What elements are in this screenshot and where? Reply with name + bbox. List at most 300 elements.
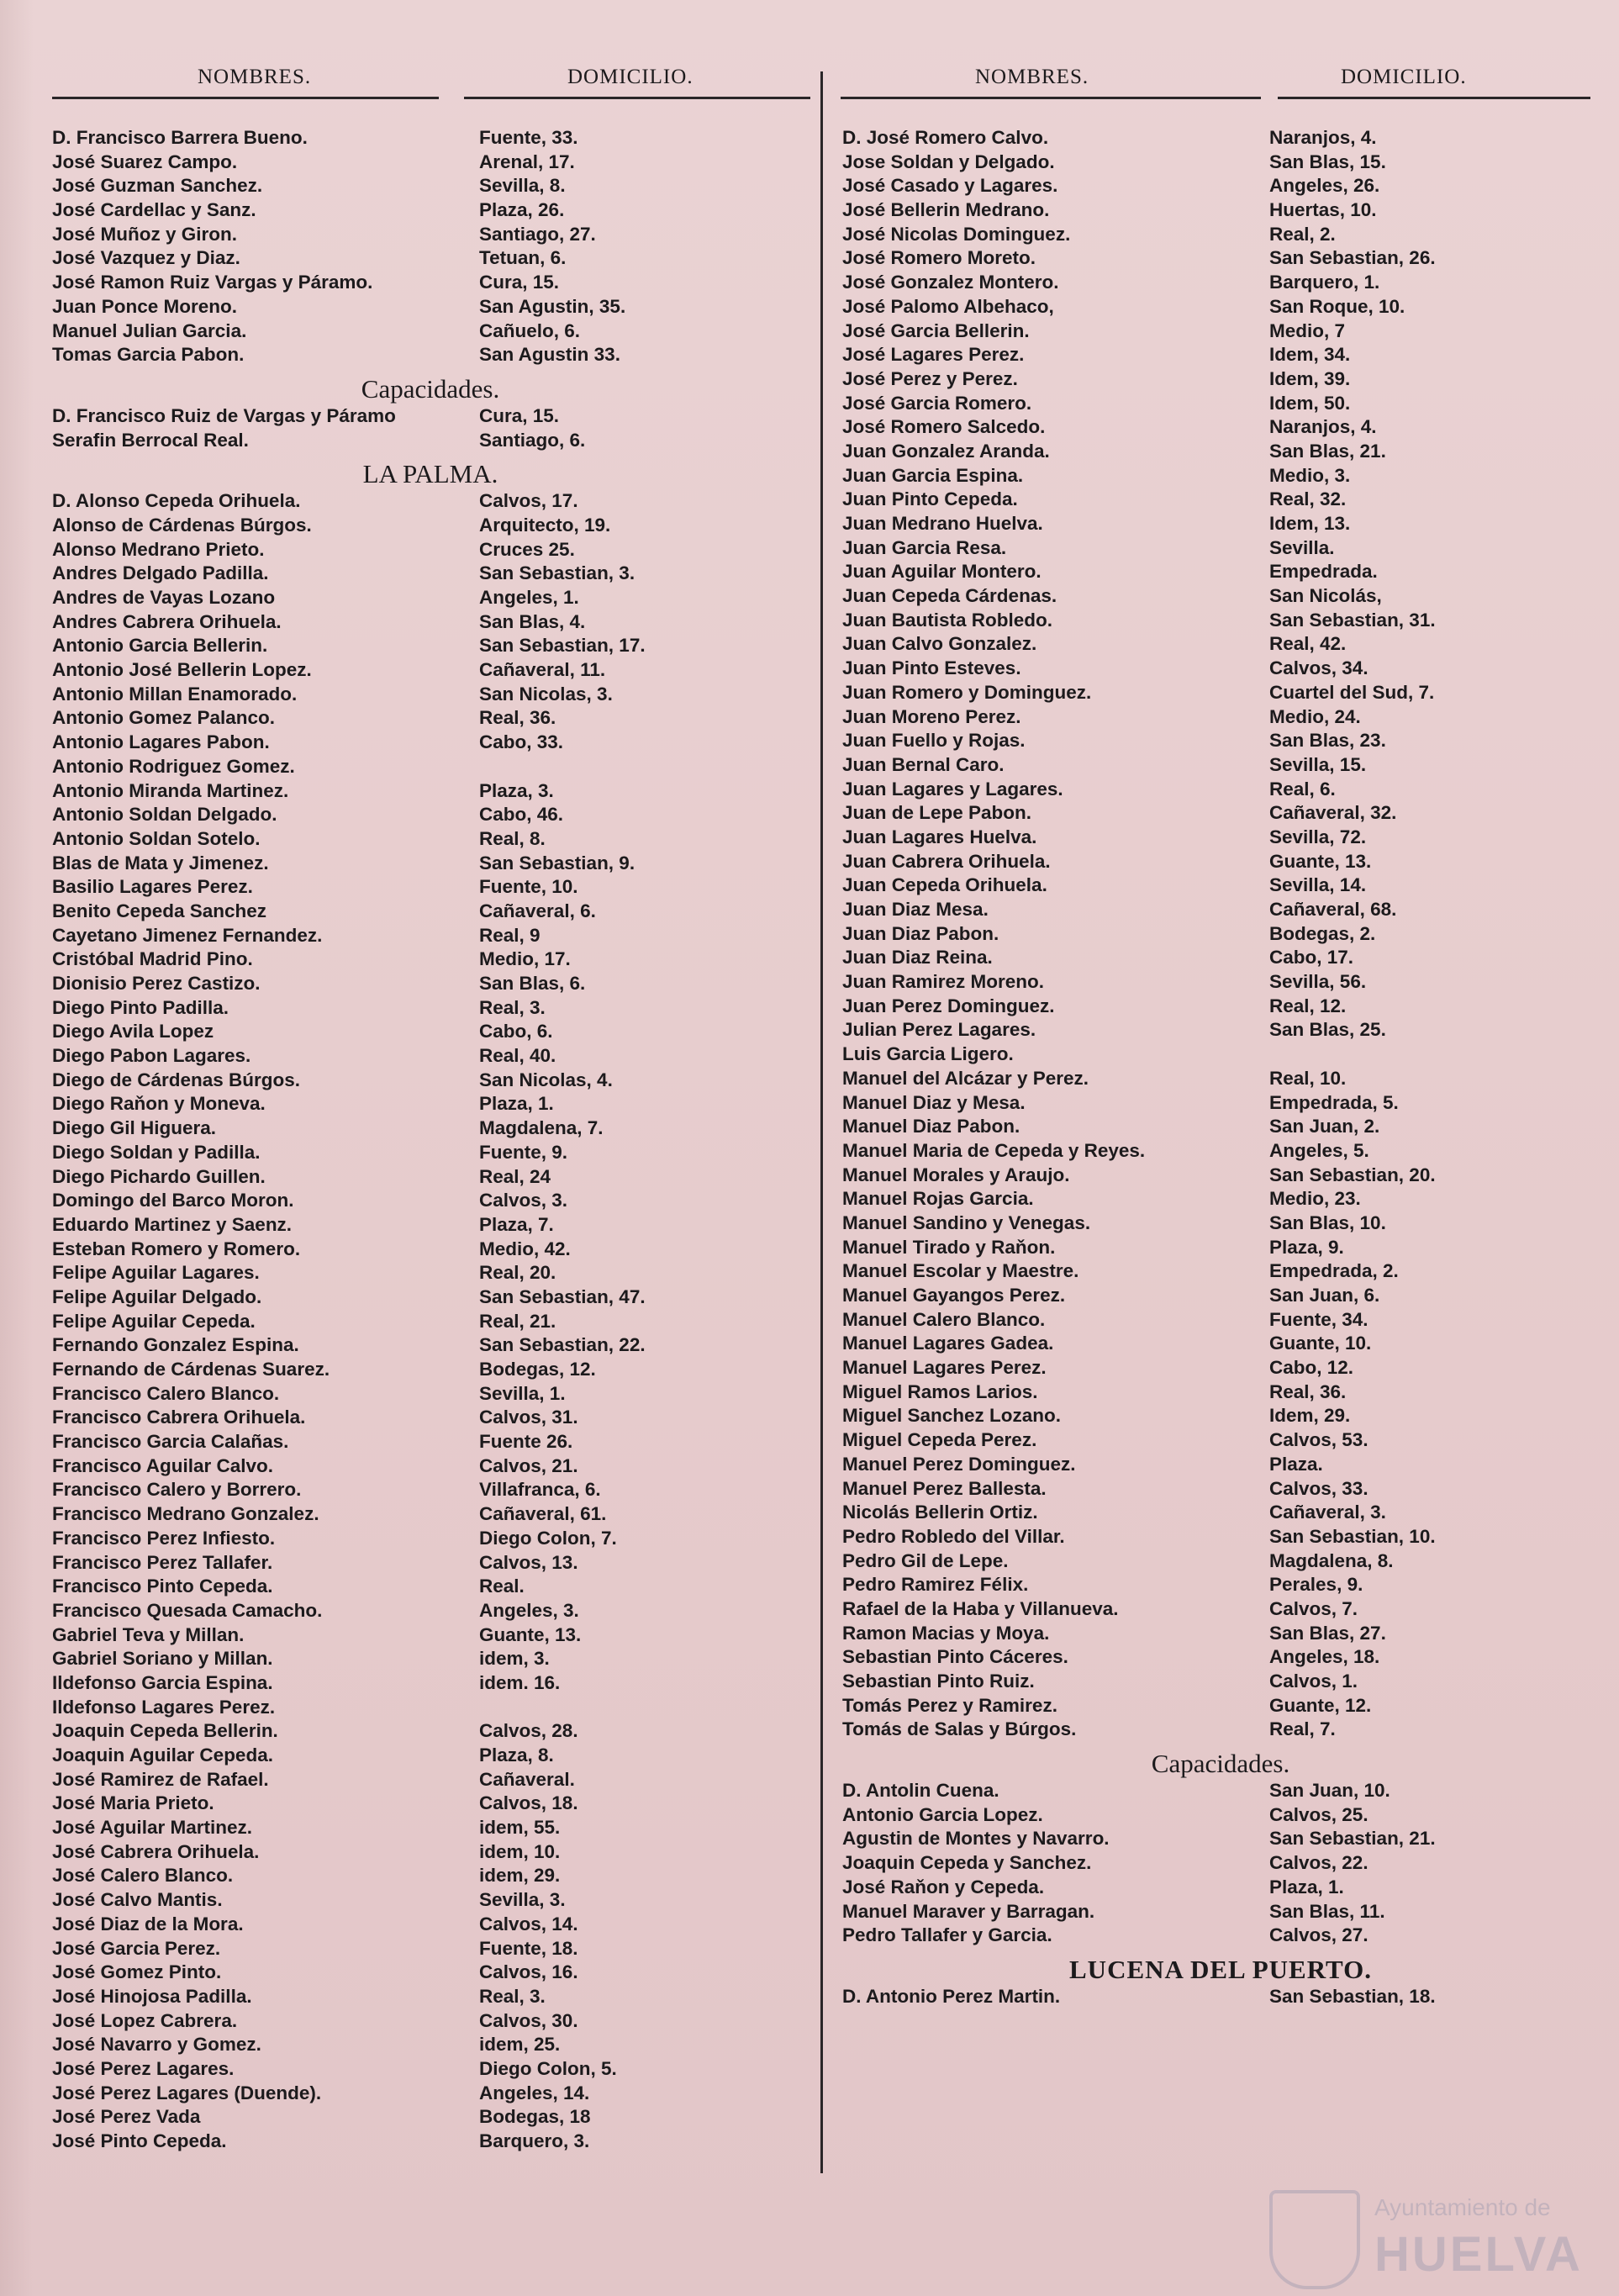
list-item — [842, 1525, 1599, 1549]
domicilio-value: Calvos, 28. — [479, 1720, 578, 1742]
person-name: Francisco Quesada Camacho. — [52, 1599, 323, 1621]
person-name: Basilio Lagares Perez. — [52, 876, 253, 898]
person-name: Juan Perez Dominguez. — [842, 995, 1055, 1016]
domicilio-value: Real. — [479, 1576, 525, 1597]
list-item — [842, 1694, 1599, 1718]
domicilio-value: San Blas, 15. — [1269, 150, 1386, 172]
list-item — [842, 367, 1599, 392]
person-name: José Hinojosa Padilla. — [52, 1985, 252, 2007]
domicilio-value: idem. 16. — [479, 1671, 561, 1693]
list-item — [52, 947, 809, 972]
list-item — [842, 343, 1599, 367]
person-name: Sebastian Pinto Cáceres. — [842, 1646, 1068, 1668]
right-domicilio-rule — [1278, 97, 1590, 99]
domicilio-value: Santiago, 27. — [479, 223, 596, 245]
domicilio-value: Diego Colon, 5. — [479, 2057, 617, 2079]
list-item — [842, 198, 1599, 223]
domicilio-value: Plaza, 26. — [479, 199, 565, 221]
person-name: Manuel Lagares Gadea. — [842, 1333, 1054, 1354]
domicilio-value: Cura, 15. — [479, 404, 560, 426]
domicilio-value: San Blas, 21. — [1269, 440, 1386, 462]
domicilio-value: Sevilla, 14. — [1269, 874, 1367, 896]
domicilio-value: Calvos, 25. — [1269, 1803, 1369, 1825]
domicilio-value: San Sebastian, 17. — [479, 635, 646, 657]
person-name: Antonio Garcia Lopez. — [842, 1803, 1043, 1825]
domicilio-value: Angeles, 26. — [1269, 175, 1380, 197]
domicilio-value: San Blas, 6. — [479, 973, 586, 994]
list-item — [52, 803, 809, 827]
person-name: José Garcia Romero. — [842, 392, 1032, 414]
domicilio-value: Medio, 17. — [479, 948, 571, 970]
person-name: Tomás de Salas y Búrgos. — [842, 1718, 1077, 1740]
list-item — [52, 996, 809, 1021]
list-item — [52, 1671, 809, 1696]
person-name: José Perez Lagares (Duende). — [52, 2082, 322, 2103]
domicilio-value: San Sebastian, 18. — [1269, 1985, 1436, 2007]
domicilio-value: San Juan, 10. — [1269, 1780, 1390, 1802]
list-item — [842, 1501, 1599, 1525]
person-name: Pedro Gil de Lepe. — [842, 1549, 1009, 1571]
domicilio-value: San Blas, 25. — [1269, 1019, 1386, 1041]
person-name: Joaquin Cepeda y Sanchez. — [842, 1852, 1092, 1874]
person-name: Cristóbal Madrid Pino. — [52, 948, 253, 970]
list-item — [52, 429, 809, 453]
person-name: Francisco Calero y Borrero. — [52, 1479, 302, 1501]
list-item — [52, 1840, 809, 1865]
person-name: Ildefonso Garcia Espina. — [52, 1671, 273, 1693]
domicilio-value: San Sebastian, 31. — [1269, 609, 1436, 631]
list-item — [842, 609, 1599, 633]
person-name: Manuel Escolar y Maestre. — [842, 1260, 1079, 1282]
person-name: José Calvo Mantis. — [52, 1889, 223, 1911]
domicilio-value: Sevilla, 8. — [479, 175, 566, 197]
domicilio-value: San Juan, 2. — [1269, 1116, 1380, 1137]
domicilio-value: Real, 36. — [479, 707, 556, 729]
domicilio-value: Angeles, 5. — [1269, 1139, 1369, 1161]
domicilio-value: Calvos, 14. — [479, 1913, 578, 1934]
list-item — [52, 150, 809, 175]
list-item — [52, 1888, 809, 1913]
left-domicilio-header: DOMICILIO. — [567, 66, 693, 88]
list-item — [842, 174, 1599, 198]
person-name: Fernando Gonzalez Espina. — [52, 1334, 299, 1356]
person-name: Gabriel Teva y Millan. — [52, 1623, 245, 1645]
domicilio-value: Real, 21. — [479, 1310, 556, 1332]
list-item — [52, 1310, 809, 1334]
list-item — [842, 1670, 1599, 1694]
coat-of-arms-icon — [1269, 2190, 1360, 2289]
person-name: José Perez Vada — [52, 2106, 201, 2128]
person-name: Diego de Cárdenas Búrgos. — [52, 1069, 301, 1090]
domicilio-value: San Blas, 4. — [479, 610, 586, 632]
list-item — [52, 1165, 809, 1190]
list-item — [842, 657, 1599, 681]
person-name: Juan Bernal Caro. — [842, 753, 1005, 775]
list-item — [52, 706, 809, 731]
list-item — [52, 658, 809, 683]
person-name: Antonio José Bellerin Lopez. — [52, 659, 312, 681]
person-name: Agustin de Montes y Navarro. — [842, 1828, 1110, 1850]
list-item — [842, 319, 1599, 344]
domicilio-value: Cabo, 46. — [479, 804, 564, 826]
domicilio-value: Cabo, 17. — [1269, 947, 1354, 969]
person-name: Diego Raňon y Moneva. — [52, 1093, 266, 1115]
person-name: José Lopez Cabrera. — [52, 2009, 238, 2031]
person-name: Juan Lagares Huelva. — [842, 826, 1037, 847]
domicilio-value: Perales, 9. — [1269, 1574, 1363, 1596]
person-name: Manuel Diaz Pabon. — [842, 1116, 1020, 1137]
list-item — [52, 1719, 809, 1744]
domicilio-value: idem, 25. — [479, 2034, 561, 2056]
person-name: José Cabrera Orihuela. — [52, 1840, 260, 1862]
person-name: Eduardo Martinez y Saenz. — [52, 1213, 293, 1235]
person-name: Juan Cepeda Cárdenas. — [842, 585, 1057, 607]
domicilio-value: Fuente, 34. — [1269, 1308, 1369, 1330]
person-name: Julian Perez Lagares. — [842, 1019, 1036, 1041]
list-item — [52, 1406, 809, 1430]
domicilio-value: Naranjos, 4. — [1269, 127, 1377, 148]
list-item — [842, 1549, 1599, 1574]
domicilio-value: Angeles, 1. — [479, 587, 579, 608]
domicilio-value: Real, 20. — [479, 1262, 556, 1284]
domicilio-value: Calvos, 16. — [479, 1961, 578, 1983]
person-name: Francisco Calero Blanco. — [52, 1382, 280, 1404]
section-heading: LA PALMA. — [362, 459, 498, 489]
domicilio-value: Magdalena, 8. — [1269, 1549, 1394, 1571]
list-item — [52, 1768, 809, 1792]
list-item — [842, 1356, 1599, 1380]
list-item — [52, 1189, 809, 1213]
list-item — [842, 295, 1599, 319]
list-item — [52, 1333, 809, 1358]
list-item — [842, 1985, 1599, 2009]
watermark-big-text: HUELVA — [1374, 2227, 1583, 2282]
list-item — [52, 1744, 809, 1768]
list-item — [842, 826, 1599, 850]
list-item — [842, 150, 1599, 175]
domicilio-value: Bodegas, 2. — [1269, 922, 1376, 944]
domicilio-value: Cuartel del Sud, 7. — [1269, 681, 1435, 703]
domicilio-value: Plaza. — [1269, 1453, 1323, 1475]
domicilio-value: Real, 32. — [1269, 488, 1347, 510]
domicilio-value: Calvos, 22. — [1269, 1852, 1369, 1874]
person-name: José Aguilar Martinez. — [52, 1817, 252, 1839]
person-name: Juan Cabrera Orihuela. — [842, 850, 1051, 872]
person-name: Juan Diaz Reina. — [842, 947, 993, 969]
list-item — [842, 512, 1599, 536]
domicilio-value: Real, 3. — [479, 996, 546, 1018]
person-name: Antonio Rodriguez Gomez. — [52, 755, 295, 777]
domicilio-value: San Sebastian, 3. — [479, 562, 635, 584]
list-item — [52, 1044, 809, 1069]
person-name: Manuel Rojas Garcia. — [842, 1188, 1034, 1210]
list-item — [52, 1358, 809, 1382]
person-name: Manuel Perez Dominguez. — [842, 1453, 1076, 1475]
list-item — [842, 392, 1599, 416]
list-item — [52, 731, 809, 755]
domicilio-value: Bodegas, 18 — [479, 2106, 591, 2128]
list-item — [842, 1115, 1599, 1139]
person-name: Juan Ponce Moreno. — [52, 295, 238, 317]
person-name: Juan Aguilar Montero. — [842, 561, 1042, 583]
domicilio-value: Sevilla, 1. — [479, 1382, 566, 1404]
domicilio-value: Cañaveral, 6. — [479, 900, 596, 921]
list-item — [52, 1069, 809, 1093]
list-item — [52, 126, 809, 150]
list-item — [842, 1380, 1599, 1405]
person-name: Diego Soldan y Padilla. — [52, 1141, 261, 1163]
person-name: José Nicolas Dominguez. — [842, 223, 1071, 245]
domicilio-value: Huertas, 10. — [1269, 199, 1377, 221]
list-item — [52, 924, 809, 948]
list-item — [842, 1900, 1599, 1924]
domicilio-value: Fuente 26. — [479, 1431, 573, 1453]
domicilio-value: Calvos, 30. — [479, 2009, 578, 2031]
domicilio-value: Cabo, 6. — [479, 1021, 553, 1042]
person-name: Juan Pinto Esteves. — [842, 657, 1021, 679]
list-item — [842, 1211, 1599, 1236]
domicilio-value: Cañaveral, 3. — [1269, 1502, 1386, 1523]
list-item — [842, 874, 1599, 898]
person-name: Manuel Julian Garcia. — [52, 319, 247, 341]
person-name: Alonso Medrano Prieto. — [52, 538, 265, 560]
list-item — [52, 246, 809, 271]
person-name: José Vazquez y Diaz. — [52, 247, 240, 269]
list-item — [842, 1718, 1599, 1742]
domicilio-value: San Sebastian, 22. — [479, 1334, 646, 1356]
list-item — [52, 404, 809, 429]
domicilio-value: Cañaveral, 61. — [479, 1503, 607, 1525]
domicilio-value: Calvos, 34. — [1269, 657, 1369, 679]
list-item — [52, 1502, 809, 1527]
person-name: Manuel Maraver y Barragan. — [842, 1900, 1095, 1922]
domicilio-value: Idem, 50. — [1269, 392, 1351, 414]
person-name: D. Antonio Perez Martin. — [842, 1985, 1061, 2007]
person-name: Rafael de la Haba y Villanueva. — [842, 1597, 1119, 1619]
person-name: Tomas Garcia Pabon. — [52, 344, 245, 366]
person-name: José Muñoz y Giron. — [52, 223, 238, 245]
domicilio-value: San Nicolas, 4. — [479, 1069, 613, 1090]
list-item — [842, 1308, 1599, 1333]
domicilio-value: Medio, 7 — [1269, 319, 1346, 341]
person-name: Felipe Aguilar Delgado. — [52, 1285, 262, 1307]
list-item — [52, 343, 809, 367]
list-item — [842, 1067, 1599, 1091]
person-name: D. Francisco Barrera Bueno. — [52, 127, 308, 148]
left-names-header: NOMBRES. — [198, 66, 312, 88]
person-name: Fernando de Cárdenas Suarez. — [52, 1359, 330, 1380]
person-name: José Guzman Sanchez. — [52, 175, 263, 197]
person-name: Blas de Mata y Jimenez. — [52, 852, 269, 874]
domicilio-value: Villafranca, 6. — [479, 1479, 601, 1501]
domicilio-value: Calvos, 27. — [1269, 1924, 1369, 1946]
domicilio-value: Fuente, 9. — [479, 1141, 568, 1163]
left-names-rule — [52, 97, 439, 99]
person-name: José Casado y Lagares. — [842, 175, 1058, 197]
section-heading: Capacidades. — [361, 373, 500, 404]
domicilio-value: Calvos, 7. — [1269, 1597, 1358, 1619]
domicilio-value: San Blas, 27. — [1269, 1622, 1386, 1644]
person-name: Manuel Sandino y Venegas. — [842, 1211, 1091, 1233]
person-name: José Garcia Perez. — [52, 1937, 221, 1959]
person-name: José Lagares Perez. — [842, 344, 1025, 366]
list-item — [52, 1961, 809, 1985]
person-name: Manuel Perez Ballesta. — [842, 1477, 1047, 1499]
person-name: Alonso de Cárdenas Búrgos. — [52, 514, 312, 536]
list-item — [842, 1042, 1599, 1067]
domicilio-value: Arquitecto, 19. — [479, 514, 611, 536]
list-item — [842, 1187, 1599, 1211]
list-item — [52, 1792, 809, 1816]
domicilio-value: San Blas, 10. — [1269, 1211, 1386, 1233]
list-item — [842, 1332, 1599, 1356]
list-item — [842, 1827, 1599, 1851]
domicilio-value: Plaza, 7. — [479, 1213, 554, 1235]
list-item — [52, 634, 809, 658]
list-item — [842, 415, 1599, 440]
list-item — [842, 1477, 1599, 1502]
person-name: Tomás Perez y Ramirez. — [842, 1694, 1057, 1716]
person-name: Antonio Millan Enamorado. — [52, 683, 298, 705]
person-name: Juan Diaz Pabon. — [842, 922, 999, 944]
domicilio-value: San Juan, 6. — [1269, 1285, 1380, 1306]
list-item — [842, 1139, 1599, 1164]
domicilio-value: Medio, 3. — [1269, 464, 1351, 486]
list-item — [52, 1913, 809, 1937]
list-item — [52, 2033, 809, 2057]
person-name: José Gomez Pinto. — [52, 1961, 222, 1983]
domicilio-value: Fuente, 10. — [479, 876, 578, 898]
list-item — [842, 681, 1599, 705]
person-name: Domingo del Barco Moron. — [52, 1190, 294, 1211]
person-name: Antonio Soldan Delgado. — [52, 804, 277, 826]
list-item — [52, 2130, 809, 2154]
list-item — [842, 1851, 1599, 1876]
domicilio-value: Real, 42. — [1269, 633, 1347, 655]
person-name: Diego Gil Higuera. — [52, 1117, 217, 1139]
domicilio-value: Guante, 13. — [479, 1623, 582, 1645]
person-name: Juan Calvo Gonzalez. — [842, 633, 1037, 655]
person-name: José Diaz de la Mora. — [52, 1913, 244, 1934]
person-name: D. Alonso Cepeda Orihuela. — [52, 490, 301, 512]
domicilio-value: Plaza, 8. — [479, 1744, 554, 1766]
list-item — [52, 562, 809, 586]
person-name: Miguel Cepeda Perez. — [842, 1429, 1037, 1451]
domicilio-value: Medio, 23. — [1269, 1188, 1361, 1210]
person-name: Benito Cepeda Sanchez — [52, 900, 267, 921]
person-name: José Maria Prieto. — [52, 1792, 214, 1814]
person-name: Manuel Morales y Araujo. — [842, 1164, 1070, 1185]
domicilio-value: San Sebastian, 10. — [1269, 1525, 1436, 1547]
person-name: José Cardellac y Sanz. — [52, 199, 256, 221]
person-name: Jose Soldan y Delgado. — [842, 150, 1055, 172]
domicilio-value: Real, 40. — [479, 1045, 556, 1067]
list-item — [52, 2082, 809, 2106]
list-item — [52, 827, 809, 852]
domicilio-value: Plaza, 9. — [1269, 1236, 1344, 1258]
list-item — [52, 1599, 809, 1623]
domicilio-value: San Roque, 10. — [1269, 295, 1405, 317]
list-item — [52, 1430, 809, 1454]
domicilio-value: Real, 2. — [1269, 223, 1336, 245]
list-item — [842, 632, 1599, 657]
list-item — [842, 1091, 1599, 1116]
person-name: Juan Cepeda Orihuela. — [842, 874, 1047, 896]
list-item — [842, 1803, 1599, 1828]
person-name: Francisco Garcia Calañas. — [52, 1431, 289, 1453]
person-name: José Ramirez de Rafael. — [52, 1768, 269, 1790]
list-item — [52, 1382, 809, 1407]
domicilio-value: San Agustin, 35. — [479, 295, 626, 317]
domicilio-value: Sevilla. — [1269, 536, 1335, 558]
list-item — [52, 1937, 809, 1961]
domicilio-value: Calvos, 21. — [479, 1454, 578, 1476]
list-item — [842, 271, 1599, 295]
list-item — [52, 2009, 809, 2034]
person-name: Juan Bautista Robledo. — [842, 609, 1053, 631]
person-name: D. Antolin Cuena. — [842, 1780, 999, 1802]
person-name: Diego Pichardo Guillen. — [52, 1165, 266, 1187]
domicilio-value: Cañaveral. — [479, 1768, 575, 1790]
domicilio-value: Idem, 39. — [1269, 367, 1351, 389]
person-name: Sebastian Pinto Ruiz. — [842, 1671, 1035, 1692]
person-name: Manuel Lagares Perez. — [842, 1357, 1047, 1379]
domicilio-value: Plaza, 3. — [479, 779, 554, 801]
domicilio-value: Fuente, 18. — [479, 1937, 578, 1959]
domicilio-value: Plaza, 1. — [1269, 1876, 1344, 1897]
person-name: Ildefonso Lagares Perez. — [52, 1696, 276, 1718]
person-name: José Perez Lagares. — [52, 2057, 235, 2079]
person-name: Joaquin Cepeda Bellerin. — [52, 1720, 278, 1742]
person-name: Juan Pinto Cepeda. — [842, 488, 1018, 510]
list-item — [842, 778, 1599, 802]
domicilio-value: Bodegas, 12. — [479, 1359, 596, 1380]
list-item — [52, 1816, 809, 1840]
list-item — [52, 223, 809, 247]
domicilio-value: Barquero, 1. — [1269, 272, 1380, 293]
watermark-small-text: Ayuntamiento de — [1374, 2194, 1551, 2220]
person-name: Andres Cabrera Orihuela. — [52, 610, 282, 632]
domicilio-value: idem, 3. — [479, 1648, 550, 1670]
person-name: Francisco Cabrera Orihuela. — [52, 1407, 306, 1428]
list-item — [842, 464, 1599, 488]
person-name: José Garcia Bellerin. — [842, 319, 1030, 341]
person-name: Antonio Garcia Bellerin. — [52, 635, 268, 657]
list-item — [52, 610, 809, 635]
person-name: Juan Moreno Perez. — [842, 705, 1021, 727]
list-item — [52, 1696, 809, 1720]
domicilio-value: Empedrada. — [1269, 561, 1378, 583]
right-names-rule — [841, 97, 1261, 99]
list-item — [842, 560, 1599, 584]
person-name: Manuel del Alcázar y Perez. — [842, 1067, 1089, 1089]
person-name: Manuel Gayangos Perez. — [842, 1285, 1066, 1306]
person-name: Felipe Aguilar Lagares. — [52, 1262, 260, 1284]
domicilio-value: San Sebastian, 26. — [1269, 247, 1436, 269]
domicilio-value: Real, 24 — [479, 1165, 551, 1187]
list-item — [52, 1116, 809, 1141]
list-item — [52, 1141, 809, 1165]
domicilio-value: San Sebastian, 9. — [479, 852, 635, 874]
domicilio-value: Angeles, 3. — [479, 1599, 579, 1621]
person-name: Juan Fuello y Rojas. — [842, 730, 1026, 752]
list-item — [52, 1985, 809, 2009]
list-item — [52, 1454, 809, 1479]
domicilio-value: Calvos, 13. — [479, 1551, 578, 1573]
person-name: Pedro Ramirez Félix. — [842, 1574, 1029, 1596]
domicilio-value: Plaza, 1. — [479, 1093, 554, 1115]
list-item — [842, 1924, 1599, 1948]
